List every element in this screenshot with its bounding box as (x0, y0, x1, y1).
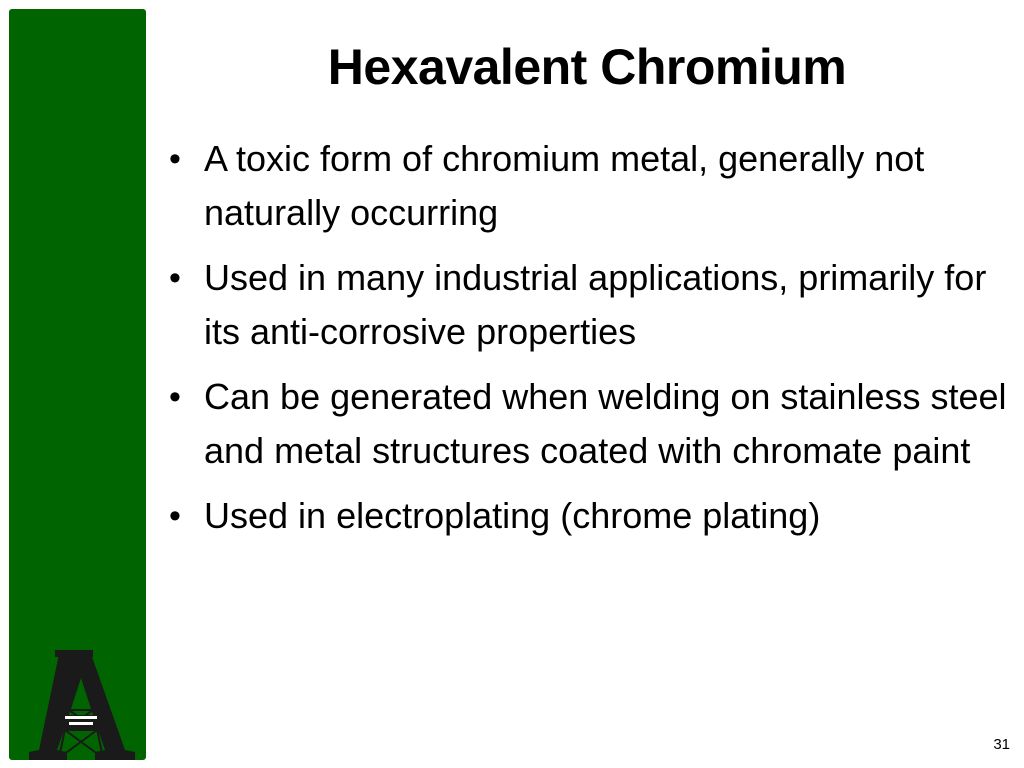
bullet-dot-icon: • (169, 259, 181, 297)
bullet-text: A toxic form of chromium metal, generally not naturally occurring (204, 138, 925, 233)
sidebar-band (9, 9, 146, 760)
bullet-item (167, 132, 1007, 240)
bullet-dot-icon: • (169, 378, 181, 416)
bullet-text: Used in electroplating (chrome plating) (204, 495, 821, 536)
bullet-dot-icon: • (169, 497, 181, 535)
page-number: 31 (993, 736, 1010, 753)
bullet-text: Used in many industrial applications, primarily for its anti-corrosive properties (204, 257, 987, 352)
bullet-dot-icon: • (169, 140, 181, 178)
bullet-list (167, 132, 1007, 554)
slide-title: Hexavalent Chromium (327, 39, 847, 95)
bullet-item (167, 370, 1007, 478)
bullet-item (167, 489, 1007, 543)
tower-a-logo-icon (19, 640, 141, 760)
bullet-item (167, 251, 1007, 359)
bullet-text: Can be generated when welding on stainless steel and metal structures coated with chromate paint (204, 376, 1007, 471)
